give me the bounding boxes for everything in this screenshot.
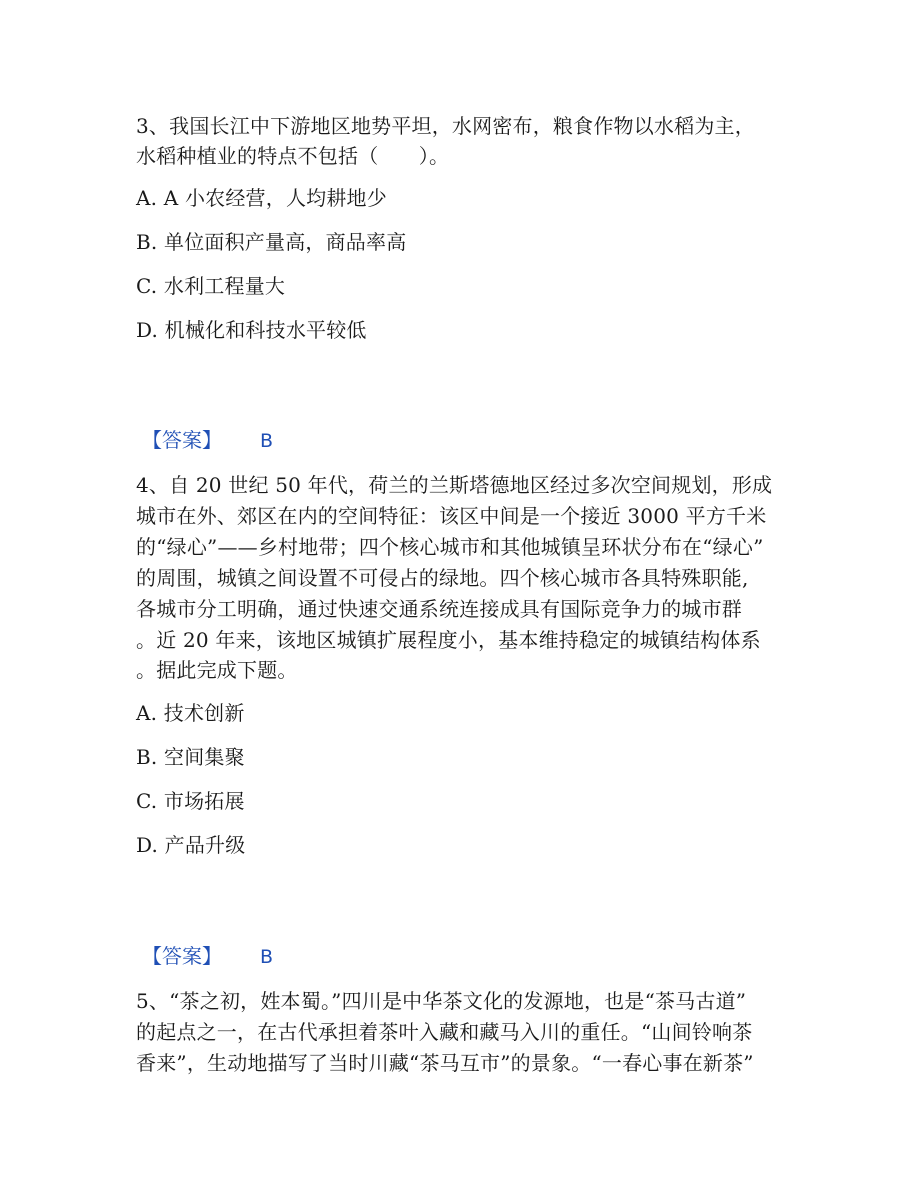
q4-option-a: A. 技术创新 <box>136 701 245 725</box>
q3-answer-value: B <box>260 430 274 452</box>
q4-answer-value: B <box>260 946 274 968</box>
q3-answer <box>142 428 273 453</box>
q3-option-a: A. A 小农经营，人均耕地少 <box>136 186 387 210</box>
q4-stem-line-3: 的“绿心”——乡村地带；四个核心城市和其他城镇呈环状分布在“绿心” <box>136 535 764 559</box>
q4-answer-label: 【答案】 <box>142 944 222 968</box>
q4-stem-line-5: 各城市分工明确，通过快速交通系统连接成具有国际竞争力的城市群 <box>136 597 742 621</box>
q3-stem-line-2: 水稻种植业的特点不包括（ ）。 <box>136 144 450 168</box>
q3-option-d: D. 机械化和科技水平较低 <box>136 318 367 342</box>
q4-option-d: D. 产品升级 <box>136 833 246 857</box>
q4-stem-line-4: 的周围，城镇之间设置不可侵占的绿地。四个核心城市各具特殊职能, <box>136 566 749 590</box>
q4-option-b: B. 空间集聚 <box>136 745 245 769</box>
q3-answer-label: 【答案】 <box>142 428 222 452</box>
q5-stem-line-2: 的起点之一，在古代承担着茶叶入藏和藏马入川的重任。“山间铃响茶 <box>136 1020 753 1044</box>
q3-option-b: B. 单位面积产量高，商品率高 <box>136 230 407 254</box>
q4-stem-line-7: 。据此完成下题。 <box>136 658 298 682</box>
q4-stem-line-1: 4、自 20 世纪 50 年代，荷兰的兰斯塔德地区经过多次空间规划，形成 <box>136 473 773 497</box>
q3-stem-line-1: 3、我国长江中下游地区地势平坦，水网密布，粮食作物以水稻为主， <box>136 114 755 138</box>
q4-answer <box>142 944 273 969</box>
q5-stem-line-1: 5、“茶之初，姓本蜀。”四川是中华茶文化的发源地，也是“茶马古道” <box>136 989 747 1013</box>
q5-stem-line-3: 香来”，生动地描写了当时川藏“茶马互市”的景象。“一春心事在新茶” <box>136 1051 754 1075</box>
q4-option-c: C. 市场拓展 <box>136 789 245 813</box>
q3-option-c: C. 水利工程量大 <box>136 274 286 298</box>
q4-stem-line-2: 城市在外、郊区在内的空间特征：该区中间是一个接近 3000 平方千米 <box>136 504 767 528</box>
q4-stem-line-6: 。近 20 年来，该地区城镇扩展程度小，基本维持稳定的城镇结构体系 <box>136 628 761 652</box>
